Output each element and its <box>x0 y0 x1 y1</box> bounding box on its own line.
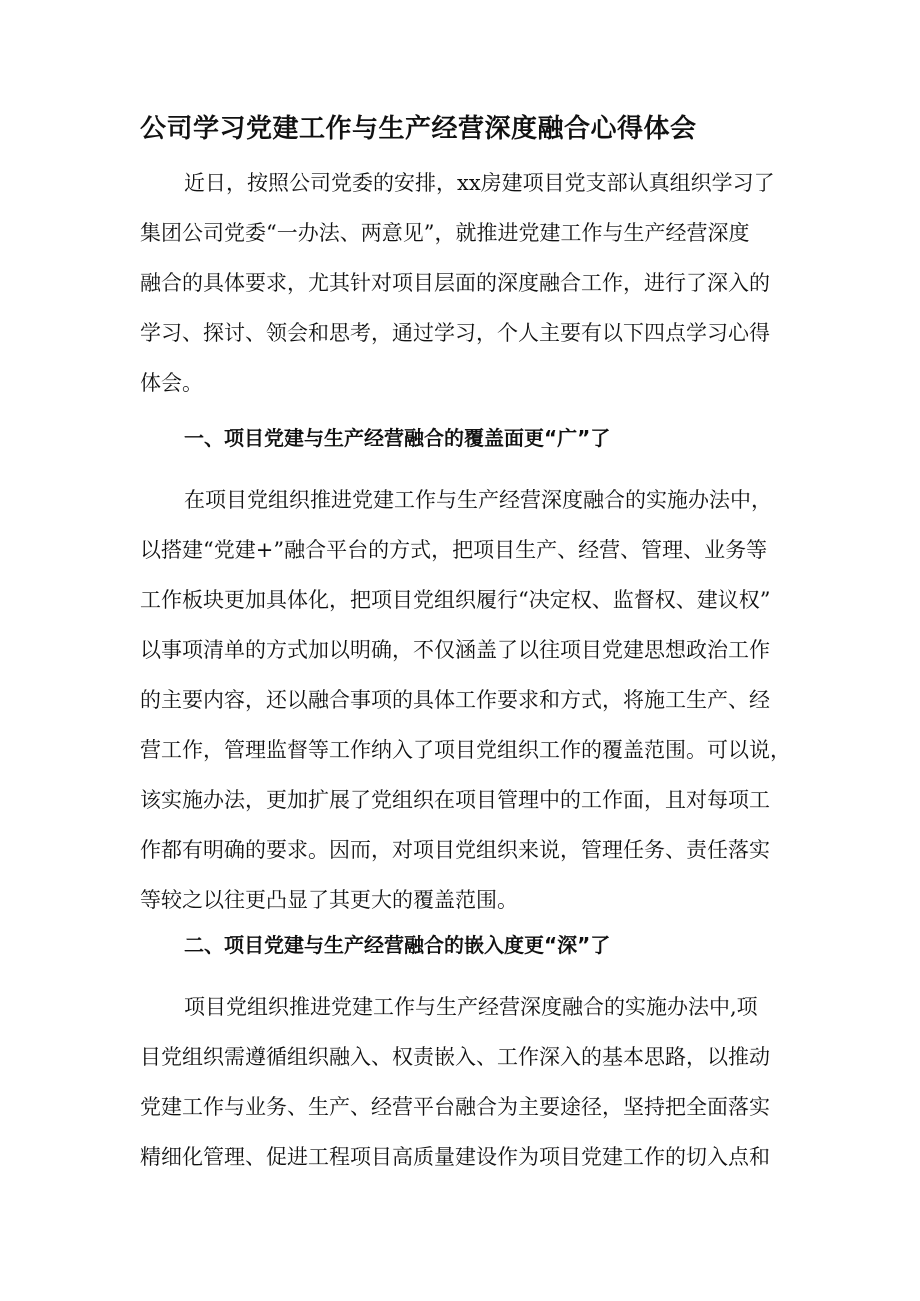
paragraph-line: 在项目党组织推进党建工作与生产经营深度融合的实施办法中， <box>184 488 772 512</box>
paragraph-section-1 <box>140 475 800 925</box>
paragraph-line: 以事项清单的方式加以明确，不仅涵盖了以往项目党建思想政治工作 <box>140 638 770 662</box>
section-heading-2: 二、项目党建与生产经营融合的嵌入度更“深”了 <box>184 933 611 957</box>
paragraph-line: 近日，按照公司党委的安排，xx房建项目党支部认真组织学习了 <box>184 171 775 195</box>
paragraph-line: 的主要内容，还以融合事项的具体工作要求和方式，将施工生产、经 <box>140 688 770 712</box>
paragraph-line: 该实施办法，更加扩展了党组织在项目管理中的工作面，且对每项工 <box>140 788 770 812</box>
paragraph-line: 融合的具体要求，尤其针对项目层面的深度融合工作，进行了深入的 <box>140 271 770 295</box>
paragraph-line: 作都有明确的要求。因而，对项目党组织来说，管理任务、责任落实 <box>140 838 770 862</box>
paragraph-line: 工作板块更加具体化，把项目党组织履行“决定权、监督权、建议权” <box>140 588 771 612</box>
paragraph-section-2 <box>140 982 800 1182</box>
paragraph-line: 项目党组织推进党建工作与生产经营深度融合的实施办法中,项 <box>184 995 758 1019</box>
section-heading-1: 一、项目党建与生产经营融合的覆盖面更“广”了 <box>184 426 611 450</box>
paragraph-line: 以搭建“党建+”融合平台的方式，把项目生产、经营、管理、业务等 <box>140 538 768 562</box>
paragraph-line: 营工作，管理监督等工作纳入了项目党组织工作的覆盖范围。可以说， <box>140 738 791 762</box>
paragraph-line: 党建工作与业务、生产、经营平台融合为主要途径，坚持把全面落实 <box>140 1095 770 1119</box>
paragraph-intro <box>140 158 800 408</box>
paragraph-line: 等较之以往更凸显了其更大的覆盖范围。 <box>140 888 518 912</box>
paragraph-line: 目党组织需遵循组织融入、权责嵌入、工作深入的基本思路，以推动 <box>140 1045 770 1069</box>
paragraph-line: 体会。 <box>140 371 203 395</box>
paragraph-line: 精细化管理、促进工程项目高质量建设作为项目党建工作的切入点和 <box>140 1145 770 1169</box>
document-title: 公司学习党建工作与生产经营深度融合心得体会 <box>140 114 697 144</box>
paragraph-line: 学习、探讨、领会和思考，通过学习，个人主要有以下四点学习心得 <box>140 321 770 345</box>
paragraph-line: 集团公司党委“一办法、两意见”，就推进党建工作与生产经营深度 <box>140 221 750 245</box>
